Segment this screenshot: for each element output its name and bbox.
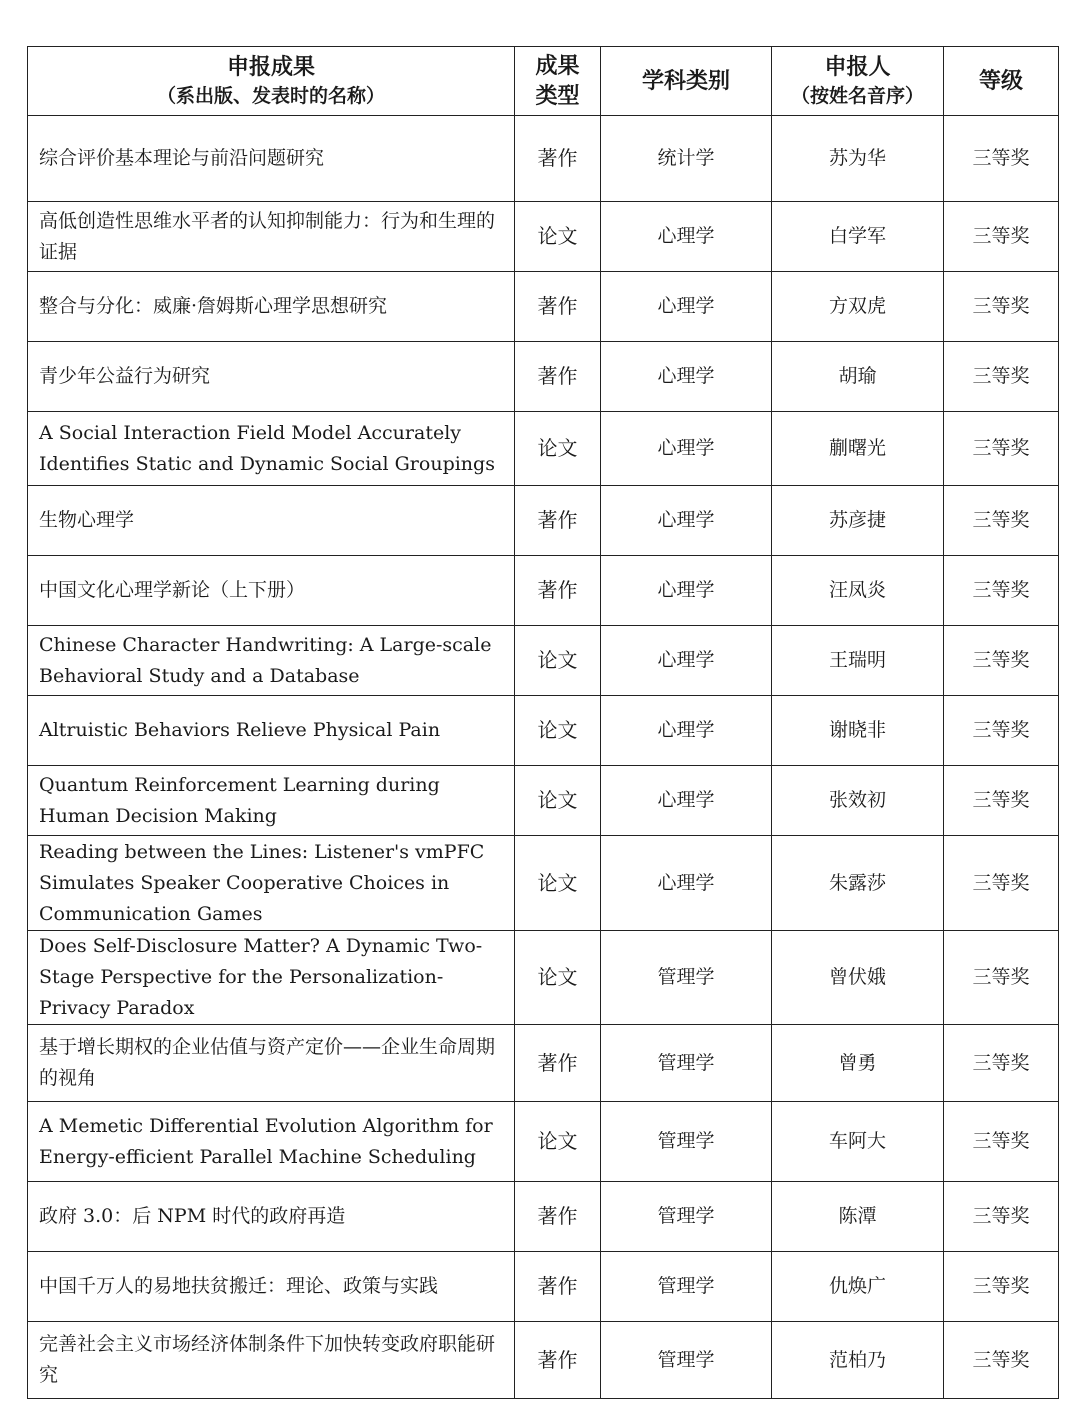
discipline-cell: 心理学 [601, 412, 772, 486]
discipline-cell: 心理学 [601, 272, 772, 342]
award-type-cell: 著作 [515, 556, 601, 626]
header-discipline: 学科类别 [601, 47, 772, 116]
grade-cell: 三等奖 [944, 836, 1059, 931]
applicant-cell: 汪凤炎 [772, 556, 944, 626]
table-row [28, 836, 1059, 931]
award-type-cell: 论文 [515, 766, 601, 836]
award-type-cell: 著作 [515, 1025, 601, 1102]
table-row [28, 766, 1059, 836]
applicant-cell: 谢晓非 [772, 696, 944, 766]
grade-cell: 三等奖 [944, 766, 1059, 836]
award-type-cell: 论文 [515, 836, 601, 931]
award-type-cell: 论文 [515, 412, 601, 486]
discipline-cell: 心理学 [601, 766, 772, 836]
grade-cell: 三等奖 [944, 1025, 1059, 1102]
discipline-cell: 心理学 [601, 696, 772, 766]
applicant-cell: 范柏乃 [772, 1322, 944, 1399]
discipline-cell: 管理学 [601, 1182, 772, 1252]
table-row [28, 556, 1059, 626]
award-title-cell: 高低创造性思维水平者的认知抑制能力：行为和生理的证据 [28, 202, 515, 272]
award-type-cell: 论文 [515, 931, 601, 1025]
table-row [28, 1252, 1059, 1322]
table-row [28, 696, 1059, 766]
table-row [28, 116, 1059, 202]
applicant-cell: 苏为华 [772, 116, 944, 202]
header-title-note: （系出版、发表时的名称） [156, 85, 385, 107]
award-title-cell: Altruistic Behaviors Relieve Physical Pain [28, 696, 515, 766]
table-row [28, 931, 1059, 1025]
applicant-cell: 车阿大 [772, 1102, 944, 1182]
award-type-cell: 著作 [515, 1322, 601, 1399]
award-title-cell: A Memetic Differential Evolution Algorithm for Energy-efficient Parallel Machine Scheduling [28, 1102, 515, 1182]
header-title [28, 47, 515, 116]
applicant-cell: 方双虎 [772, 272, 944, 342]
table-row [28, 202, 1059, 272]
discipline-cell: 心理学 [601, 486, 772, 556]
header-type [515, 47, 601, 116]
applicant-cell: 曾勇 [772, 1025, 944, 1102]
header-type-line2: 类型 [535, 83, 580, 109]
discipline-cell: 心理学 [601, 342, 772, 412]
discipline-cell: 心理学 [601, 836, 772, 931]
award-title-cell: Quantum Reinforcement Learning during Human Decision Making [28, 766, 515, 836]
table-row [28, 1322, 1059, 1399]
award-type-cell: 著作 [515, 272, 601, 342]
award-type-cell: 论文 [515, 1102, 601, 1182]
award-title-cell: 中国千万人的易地扶贫搬迁：理论、政策与实践 [28, 1252, 515, 1322]
table-row [28, 342, 1059, 412]
award-title-cell: 政府 3.0：后 NPM 时代的政府再造 [28, 1182, 515, 1252]
award-type-cell: 论文 [515, 696, 601, 766]
awards-table [27, 46, 1059, 1399]
award-title-cell: Chinese Character Handwriting: A Large-scale Behavioral Study and a Database [28, 626, 515, 696]
grade-cell: 三等奖 [944, 272, 1059, 342]
award-title-cell: Reading between the Lines: Listener's vmPFC Simulates Speaker Cooperative Choices in Communication Games [28, 836, 515, 931]
applicant-cell: 张效初 [772, 766, 944, 836]
grade-cell: 三等奖 [944, 1102, 1059, 1182]
grade-cell: 三等奖 [944, 1182, 1059, 1252]
table-row [28, 1102, 1059, 1182]
award-title-cell: A Social Interaction Field Model Accurately Identifies Static and Dynamic Social Groupings [28, 412, 515, 486]
header-applicant-main: 申报人 [824, 54, 891, 80]
header-type-line1: 成果 [535, 53, 580, 79]
discipline-cell: 管理学 [601, 1102, 772, 1182]
applicant-cell: 陈潭 [772, 1182, 944, 1252]
table-row [28, 1182, 1059, 1252]
table-row [28, 412, 1059, 486]
applicant-cell: 苏彦捷 [772, 486, 944, 556]
applicant-cell: 蒯曙光 [772, 412, 944, 486]
award-title-cell: 中国文化心理学新论（上下册） [28, 556, 515, 626]
table-row [28, 486, 1059, 556]
award-type-cell: 论文 [515, 626, 601, 696]
grade-cell: 三等奖 [944, 1322, 1059, 1399]
award-title-cell: 青少年公益行为研究 [28, 342, 515, 412]
award-type-cell: 著作 [515, 116, 601, 202]
header-title-main: 申报成果 [226, 54, 315, 80]
grade-cell: 三等奖 [944, 556, 1059, 626]
grade-cell: 三等奖 [944, 412, 1059, 486]
applicant-cell: 白学军 [772, 202, 944, 272]
table-row [28, 626, 1059, 696]
discipline-cell: 心理学 [601, 626, 772, 696]
discipline-cell: 心理学 [601, 202, 772, 272]
grade-cell: 三等奖 [944, 931, 1059, 1025]
table-body [28, 116, 1059, 1399]
grade-cell: 三等奖 [944, 696, 1059, 766]
award-title-cell: 基于增长期权的企业估值与资产定价——企业生命周期的视角 [28, 1025, 515, 1102]
table-row [28, 1025, 1059, 1102]
grade-cell: 三等奖 [944, 116, 1059, 202]
discipline-cell: 管理学 [601, 1025, 772, 1102]
discipline-cell: 统计学 [601, 116, 772, 202]
applicant-cell: 仇焕广 [772, 1252, 944, 1322]
applicant-cell: 胡瑜 [772, 342, 944, 412]
award-title-cell: 完善社会主义市场经济体制条件下加快转变政府职能研究 [28, 1322, 515, 1399]
award-type-cell: 著作 [515, 1182, 601, 1252]
grade-cell: 三等奖 [944, 1252, 1059, 1322]
award-title-cell: 综合评价基本理论与前沿问题研究 [28, 116, 515, 202]
discipline-cell: 心理学 [601, 556, 772, 626]
applicant-cell: 曾伏娥 [772, 931, 944, 1025]
discipline-cell: 管理学 [601, 1322, 772, 1399]
award-title-cell: 生物心理学 [28, 486, 515, 556]
award-title-cell: Does Self-Disclosure Matter? A Dynamic Two-Stage Perspective for the Personalization-Privacy Paradox [28, 931, 515, 1025]
grade-cell: 三等奖 [944, 626, 1059, 696]
grade-cell: 三等奖 [944, 486, 1059, 556]
award-type-cell: 论文 [515, 202, 601, 272]
discipline-cell: 管理学 [601, 931, 772, 1025]
table-row [28, 272, 1059, 342]
grade-cell: 三等奖 [944, 202, 1059, 272]
award-type-cell: 著作 [515, 486, 601, 556]
header-grade: 等级 [944, 47, 1059, 116]
applicant-cell: 朱露莎 [772, 836, 944, 931]
award-title-cell: 整合与分化：威廉·詹姆斯心理学思想研究 [28, 272, 515, 342]
table-header-row [28, 47, 1059, 116]
header-applicant-note: （按姓名音序） [790, 85, 924, 107]
discipline-cell: 管理学 [601, 1252, 772, 1322]
award-type-cell: 著作 [515, 342, 601, 412]
grade-cell: 三等奖 [944, 342, 1059, 412]
applicant-cell: 王瑞明 [772, 626, 944, 696]
award-type-cell: 著作 [515, 1252, 601, 1322]
header-applicant [772, 47, 944, 116]
